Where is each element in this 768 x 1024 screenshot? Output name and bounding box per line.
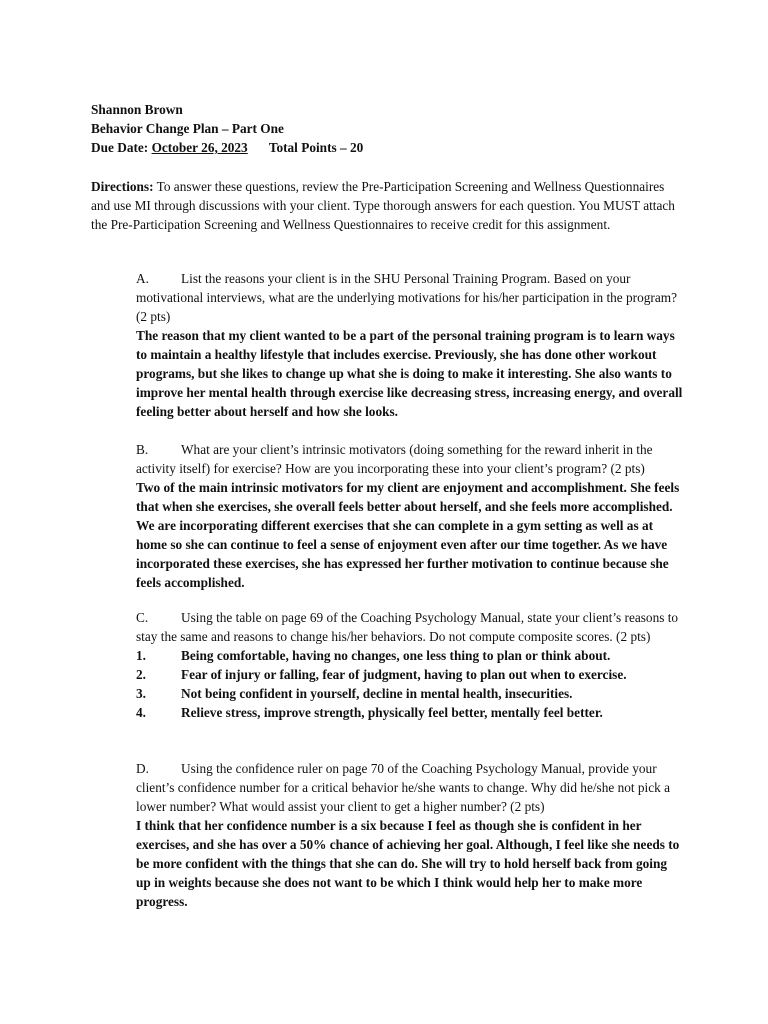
list-item: 1. Being comfortable, having no changes, one less thing to plan or think about. bbox=[136, 648, 611, 663]
list-item: 3. Not being confident in yourself, decline in mental health, insecurities. bbox=[136, 686, 573, 701]
question-letter: D. bbox=[136, 761, 149, 776]
question-prompt: B. What are your client’s intrinsic motivators (doing something for the reward inherit in the activity itself) for exercise? How are you incorporating these into your client’s program? (2 pts) bbox=[136, 442, 653, 476]
list-item: 2. Fear of injury or falling, fear of judgment, having to plan out when to exercise. bbox=[136, 667, 627, 682]
question-answer: I think that her confidence number is a six because I feel as though she is confident in her exercises, and she has over a 50% chance of achieving her goal. Although, I feel like she needs to be more confident with the things that she can do. She will try to hold herself back from going up in weights because she does not want to be which I think would help her to make more progress. bbox=[136, 818, 680, 909]
question-d bbox=[136, 759, 684, 911]
due-line bbox=[91, 138, 691, 157]
question-prompt: D. Using the confidence ruler on page 70 of the Coaching Psychology Manual, provide your client’s confidence number for a critical behavior he/she wants to change. Why did he/she not pick a lower number? What would assist your client to get a higher number? (2 pts) bbox=[136, 761, 671, 814]
question-a bbox=[136, 269, 684, 421]
question-letter: C. bbox=[136, 610, 149, 625]
question-answer: The reason that my client wanted to be a part of the personal training program is to learn ways to maintain a healthy lifestyle that includes exercise. Previously, she has done other workout programs, but she likes to change up what she is doing to make it interesting. She also wants to improve her mental health through exercise like decreasing stress, increasing energy, and overall feeling better about herself and how she looks. bbox=[136, 328, 683, 419]
total-points: Total Points – 20 bbox=[268, 140, 364, 155]
directions-text: To answer these questions, review the Pre-Participation Screening and Wellness Questionnaires and use MI through discussions with your client. Type thorough answers for each question. You MUST attach the Pre-Participation Screening and Wellness Questionnaires to receive credit for this assignment. bbox=[91, 179, 675, 232]
question-prompt: C. Using the table on page 69 of the Coaching Psychology Manual, state your client’s reasons to stay the same and reasons to change his/her behaviors. Do not compute composite scores. (2 pts) bbox=[136, 610, 679, 644]
directions-paragraph bbox=[91, 177, 681, 234]
due-date-label: Due Date: bbox=[91, 140, 149, 155]
question-c bbox=[136, 608, 684, 722]
directions-label: Directions: bbox=[91, 179, 154, 194]
list-item: 4. Relieve stress, improve strength, physically feel better, mentally feel better. bbox=[136, 705, 603, 720]
question-b bbox=[136, 440, 684, 592]
assignment-title: Behavior Change Plan – Part One bbox=[91, 121, 284, 136]
reasons-list bbox=[136, 646, 684, 722]
question-answer: Two of the main intrinsic motivators for my client are enjoyment and accomplishment. She feels that when she exercises, she overall feels better about herself, and she feels more accomplished. We are incorporating different exercises that she can complete in a gym setting as well as at home so she can continue to feel a sense of enjoyment even after our time together. As we have incorporated these exercises, she has expressed her further motivation to continue because she feels accomplished. bbox=[136, 480, 680, 590]
due-date-value: October 26, 2023 bbox=[151, 140, 248, 155]
document-header bbox=[91, 100, 691, 157]
question-letter: A. bbox=[136, 271, 149, 286]
question-letter: B. bbox=[136, 442, 149, 457]
student-name: Shannon Brown bbox=[91, 102, 183, 117]
question-prompt: A. List the reasons your client is in the SHU Personal Training Program. Based on your motivational interviews, what are the underlying motivations for his/her participation in the program? (2 pts) bbox=[136, 271, 677, 324]
